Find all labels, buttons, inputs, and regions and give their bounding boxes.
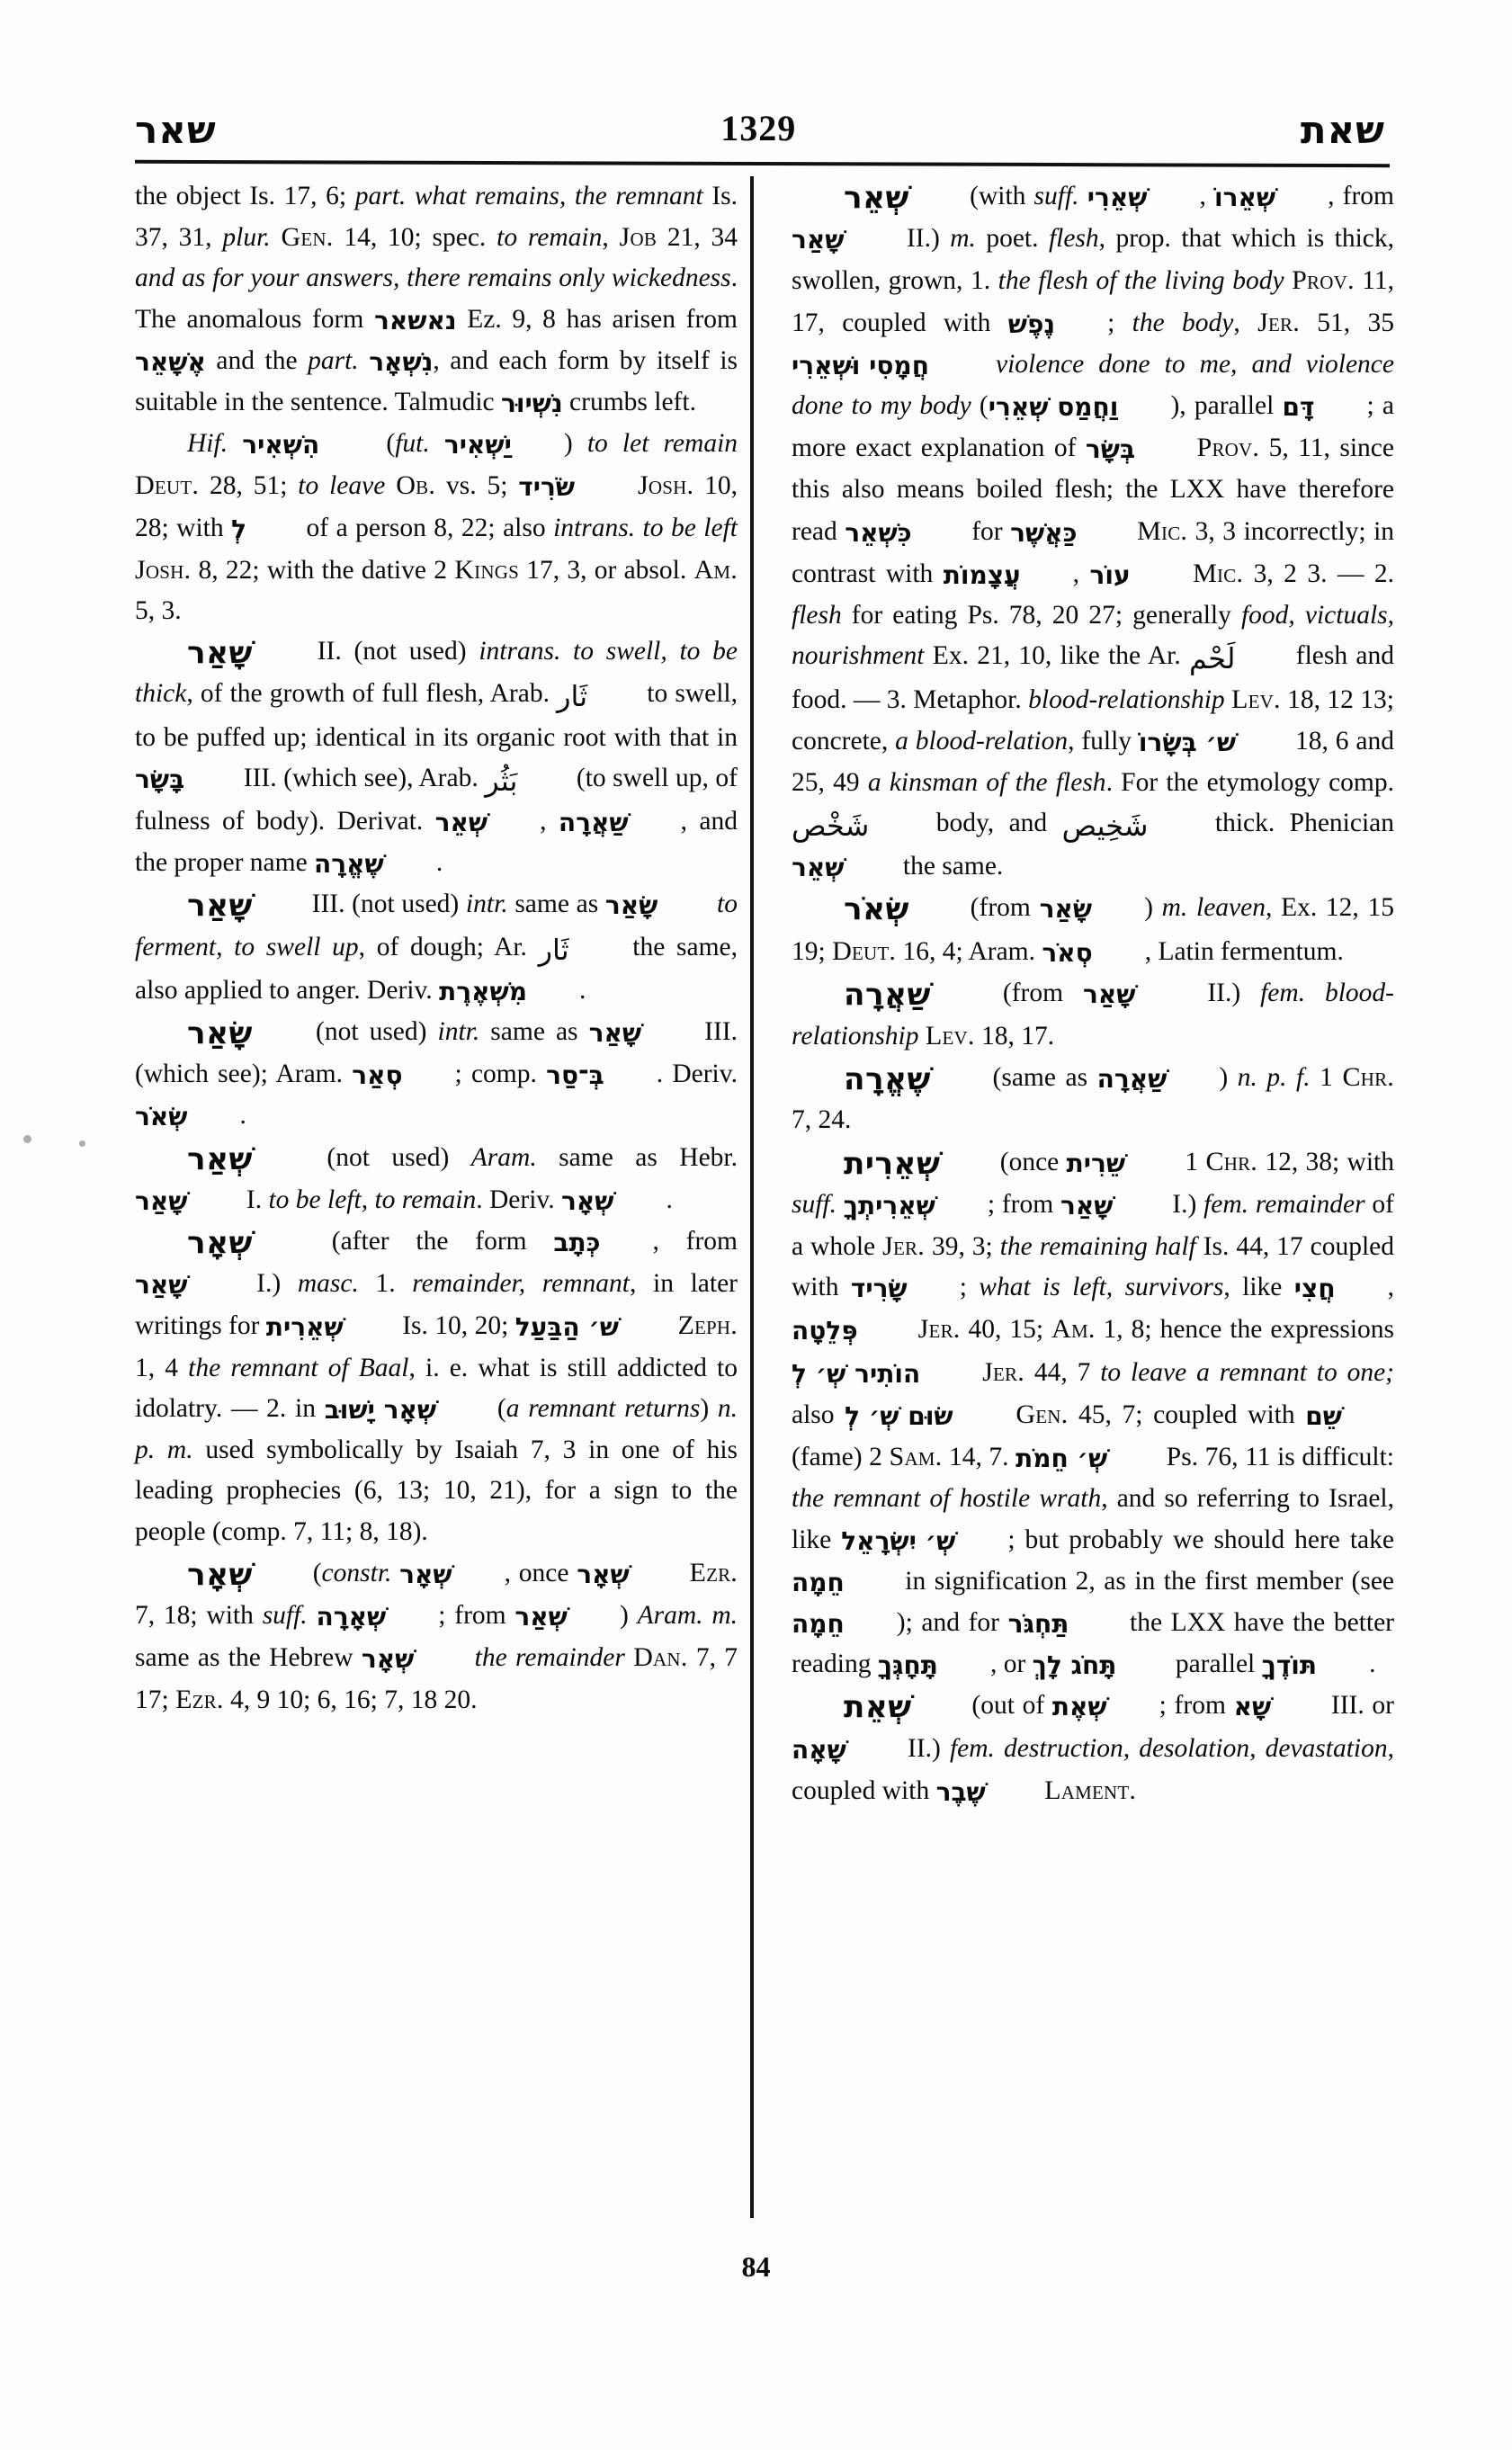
hebrew-word: כַּאֲשֶׁר (1010, 517, 1078, 548)
gloss-italic: intr. (437, 1017, 480, 1047)
gloss-italic: n. p. m. (135, 1393, 738, 1465)
scripture-reference: Mic. (1193, 557, 1244, 588)
column-container (135, 176, 1394, 2236)
hebrew-word: שְׁאֶת (1051, 1692, 1107, 1722)
hebrew-word: נִשְׁיוּר (501, 389, 563, 419)
gloss-italic: Aram. m. (637, 1600, 738, 1630)
hebrew-word: שְׁאֵרִית (265, 1312, 344, 1343)
gloss-italic: the remnant of hostile wrath (792, 1484, 1102, 1514)
gloss-italic: a remnant returns (505, 1393, 701, 1423)
hebrew-word: שָׁאַר (1060, 1190, 1114, 1221)
header-rule (135, 160, 1390, 167)
gloss-italic: the remaining half (999, 1232, 1196, 1262)
running-head-left-lemma: שאר (135, 108, 217, 152)
hebrew-word: נאשאר (373, 305, 457, 335)
dictionary-entry: שֶׁאֱרָה (same as שַׁאֲרָה ) n. p. f. 1 Chr. 7, 24. (792, 1057, 1394, 1140)
gloss-italic: the remainder (474, 1643, 625, 1673)
hebrew-word: בְּשָׂר (1085, 434, 1136, 465)
entry-headword-hebrew: שְׂאֹר (844, 891, 909, 928)
arabic-word: ثَار (557, 679, 588, 714)
hebrew-word: פְּלֵטָה (792, 1316, 858, 1346)
hebrew-word: שָׂאַר (604, 890, 658, 921)
hebrew-word: שְׁאָר (577, 1559, 630, 1589)
hebrew-word: שָׁאַר (588, 1018, 642, 1049)
scan-speck (23, 1135, 31, 1143)
sheet-signature-mark: 84 (741, 2250, 771, 2283)
scripture-reference: Kings (454, 553, 519, 585)
hebrew-word: שׁ׳ בְּשָׂרוֹ (1138, 727, 1237, 757)
hebrew-word: בָּשָׂר (135, 764, 185, 794)
hebrew-word: שְׁאֵר (434, 808, 488, 838)
hebrew-word: בְּ־סַר (546, 1060, 604, 1091)
scripture-reference: Prov. (1196, 432, 1260, 463)
entry-headword-hebrew: שְׁאַר (187, 1140, 253, 1177)
gloss-italic: fem. blood-relationship (792, 978, 1394, 1051)
hebrew-word: עֲצָמוֹת (943, 559, 1021, 590)
gloss-italic: fem. remainder (1203, 1189, 1365, 1219)
hebrew-word: שֵׁרִית (1066, 1148, 1126, 1178)
dictionary-entry: שְׁאֵר (with suff. שְׁאֵרִי , שְׁאֵרוֹ , from שָׁאַר II.) m. poet. flesh, prop. that which is thick, swollen, grown, 1. the flesh of the living body Prov. 11, 17, coupled with נֶפֶשׁ ; the body, Jer. 51, 35 חֲמָסִי וּשְׁאֵרִי violence done to me, and violence done to my body (וַחֲמַס שְׁאֵרִי ), parallel דָּם ; a more exact explanation of בְּשָׂר Prov. 5, 11, since this also means boiled flesh; the LXX have therefore read כִּשְׁאֵר for כַּאֲשֶׁר Mic. 3, 3 incorrectly; in contrast with עֲצָמוֹת , עוֹר Mic. 3, 2 3. — 2. flesh for eating Ps. 78, 20 27; generally food, victuals, nourishment Ex. 21, 10, like the Ar. لَحْم flesh and food. — 3. Metaphor. blood-relationship Lev. 18, 12 13; concrete, a blood-relation, fully שׁ׳ בְּשָׂרוֹ 18, 6 and 25, 49 a kinsman of the flesh. For the etymology comp. شَخْص body, and شَخِيص thick. Phenician שְׁאֵר the same. (792, 176, 1394, 888)
gloss-italic: a blood-relation (895, 726, 1069, 756)
dictionary-entry: שְׁאַר (not used) Aram. same as Hebr. שָׁאַר I. to be left, to remain. Deriv. שְׁאָר . (135, 1138, 738, 1221)
scan-speck (79, 1140, 85, 1147)
hebrew-word: שֶׁאֱרָה (314, 849, 384, 880)
gloss-italic: plur. (222, 223, 271, 253)
hebrew-word: שְׁאָר (561, 1185, 614, 1216)
hebrew-word: וַחֲמַס שְׁאֵרִי (988, 392, 1119, 423)
hebrew-word: שְׁאָרָה (316, 1601, 387, 1632)
dictionary-entry: שָׂאַר (not used) intr. same as שָׁאַר III. (which see); Aram. סְאַר ; comp. בְּ־סַר . Deriv. שְׂאֹר . (135, 1012, 738, 1138)
scripture-reference: Deut. (135, 469, 200, 501)
right-text-column (754, 176, 1394, 2236)
running-head-right-lemma: שאת (1300, 108, 1385, 152)
hebrew-word: שָׂאַר (1039, 894, 1093, 925)
hebrew-word: שָׁאָה (792, 1734, 846, 1765)
hebrew-word: שַׁאֲרָה (558, 808, 629, 838)
gloss-italic: the flesh of the living body (998, 266, 1284, 296)
hebrew-word: חֵמָה (792, 1608, 845, 1639)
hebrew-word: שֵׁם (1305, 1400, 1342, 1431)
scripture-reference: Lament. (1044, 1774, 1137, 1805)
gloss-italic: flesh (1048, 224, 1099, 254)
gloss-italic: suff. (1033, 182, 1079, 210)
dictionary-entry: שְׁאָר (after the form כְּתָב , from שָׁאַר I.) masc. 1. remainder, remnant, in later writings for שְׁאֵרִית Is. 10, 20; שׁ׳ הַבַּעַל Zeph. 1, 4 the remnant of Baal, i. e. what is still addicted to idolatry. — 2. in שְׁאָר יָשׁוּב (a remnant returns) n. p. m. used symbolically by Isaiah 7, 3 in one of his leading prophecies (6, 13; 10, 21), for a sign to the people (comp. 7, 11; 8, 18). (135, 1221, 738, 1552)
gloss-italic: the body (1132, 308, 1234, 337)
hebrew-word: שְׁאַר (514, 1601, 568, 1632)
gloss-italic: part. (308, 345, 359, 375)
hebrew-word: שָׂרִיד (850, 1274, 908, 1304)
entry-headword-hebrew: שְׁאָר (187, 1225, 253, 1262)
scripture-reference: Mic. (1137, 514, 1188, 546)
hebrew-word: אֶשָּׁאֵר (135, 346, 206, 377)
gloss-italic: m. leaven (1161, 893, 1266, 923)
hebrew-word: שְׁאֵרִי (1087, 183, 1148, 212)
entry-headword-hebrew: שֶׁאֱרָה (844, 1061, 931, 1098)
gloss-italic: what is left, survivors (979, 1273, 1224, 1302)
scripture-reference: Ezr. (175, 1684, 224, 1715)
hebrew-word: סְאַר (352, 1060, 403, 1091)
scripture-reference: Deut. (832, 934, 897, 966)
hebrew-word: הוֹתִיר שְׁ׳ לְ (792, 1358, 921, 1389)
gloss-italic: food, victuals, nourishment (792, 601, 1395, 671)
hebrew-word: חֲצִי (1293, 1274, 1336, 1304)
hebrew-word: שְׁאֵר (792, 853, 845, 883)
hebrew-word: שַׁאֲרָה (1096, 1064, 1168, 1095)
scripture-reference: Dan. (633, 1641, 688, 1673)
gloss-italic: to let remain (586, 429, 738, 459)
scripture-reference: Chr. (1205, 1145, 1258, 1176)
gloss-italic: flesh (792, 601, 842, 630)
dictionary-entry: שָׁאַר III. (not used) intr. same as שָׂאַר to ferment, to swell up, of dough; Ar. ثَار the same, also applied to anger. Deriv. מִשְׁאֶרֶת . (135, 884, 738, 1012)
hebrew-word: דָּם (1282, 392, 1315, 423)
scripture-reference: Job (619, 221, 658, 253)
gloss-italic: to leave (298, 471, 386, 501)
scripture-reference: Zeph. (677, 1310, 738, 1341)
arabic-word: بَثُر (485, 763, 518, 798)
hebrew-word: שֶׁבֶר (935, 1776, 986, 1807)
gloss-italic: to leave a remnant to one; (1100, 1357, 1394, 1387)
gloss-italic: n. p. f. (1237, 1063, 1311, 1093)
scripture-reference: Prov. (1292, 264, 1355, 296)
gloss-italic: Hif. (187, 429, 228, 459)
hebrew-word: שָׁאַר (1082, 979, 1136, 1009)
entry-headword-hebrew: שָׁאַר (187, 888, 253, 925)
hebrew-word: שָׁאַר (135, 1270, 188, 1301)
hebrew-word: שָׁא (1233, 1692, 1272, 1722)
gloss-italic: intrans. to swell, to be thick (135, 637, 738, 709)
hebrew-word: שְׁ׳ יִשְׂרָאֵל (841, 1525, 956, 1556)
hebrew-word: תָּחָגְּךָ (877, 1650, 938, 1681)
scripture-reference: Am. (693, 553, 738, 585)
hebrew-word: שְׁאֵרִיתְךָ (843, 1190, 935, 1221)
gloss-italic: m. (950, 224, 976, 254)
hebrew-word: שְׁאָר (361, 1644, 415, 1675)
scripture-reference: Jer. (1257, 306, 1300, 337)
hebrew-word: הִשְׁאִיר (242, 430, 320, 460)
gloss-italic: blood-relationship (1028, 685, 1225, 715)
dictionary-entry: שַׁאֲרָה (from שָׁאַר II.) fem. blood-relationship Lev. 18, 17. (792, 973, 1394, 1057)
gloss-italic: constr. (321, 1558, 392, 1587)
hebrew-word: יַשְׁאִיר (443, 430, 512, 460)
scripture-reference: Gen. (281, 221, 334, 253)
entry-headword-hebrew: שַׁאֲרָה (844, 976, 931, 1013)
scripture-reference: Ezr. (689, 1556, 738, 1587)
gloss-italic: to be left, to remain (268, 1185, 477, 1214)
page-folio-number: 1329 (720, 108, 797, 148)
scripture-reference: Lev. (925, 1020, 975, 1051)
hebrew-word: שְׁאֵרוֹ (1214, 183, 1276, 212)
hebrew-word: תַּחְגֹּר (1007, 1608, 1069, 1639)
scripture-reference: Josh. (638, 469, 694, 501)
gloss-italic: to remain (497, 223, 603, 253)
dictionary-entry: שְׂאֹר (from שָׂאַר ) m. leaven, Ex. 12, 15 19; Deut. 16, 4; Aram. סְאֹר , Latin fermentum. (792, 888, 1394, 972)
gloss-italic: masc. (297, 1269, 359, 1299)
gloss-italic: part. what remains, the remnant (354, 182, 712, 210)
gloss-italic: suff. (792, 1189, 837, 1219)
dictionary-entry: שְׁאֵת (out of שְׁאֶת ; from שָׁא III. or שָׁאָה II.) fem. destruction, desolation, devastation, coupled with שֶׁבֶר Lament. (792, 1685, 1394, 1812)
entry-headword-hebrew: שְׁאֵרִית (844, 1145, 941, 1182)
scripture-reference: Chr. (1342, 1061, 1395, 1093)
arabic-word: لَحْم (1188, 641, 1236, 676)
scripture-reference: Ob. (396, 469, 436, 501)
gloss-italic: fut. (395, 429, 430, 459)
entry-headword-hebrew: שְׁאֵר (844, 180, 909, 216)
entry-headword-hebrew: שָׁאַר (187, 635, 253, 672)
hebrew-word: לְ (231, 514, 247, 544)
entry-headword-hebrew: שָׂאַר (187, 1015, 253, 1052)
dictionary-entry: שָׁאַר II. (not used) intrans. to swell, to be thick, of the growth of full flesh, Arab. ثَار to swell, to be puffed up; identical in its organic root with that in בָּשָׂר III. (which see), Arab. بَثُر (to swell up, of fulness of body). Derivat. שְׁאֵר , שַׁאֲרָה , and the proper name שֶׁאֱרָה . (135, 631, 738, 884)
hebrew-word: חֵמָה (792, 1567, 845, 1597)
gloss-italic: intrans. to be left (553, 513, 738, 542)
hebrew-word: שְׁאָר יָשׁוּב (324, 1394, 437, 1425)
scripture-reference: Lev. (1231, 684, 1281, 715)
hebrew-word: שְׁאָר (399, 1559, 452, 1589)
arabic-word: ثَار (538, 932, 569, 967)
scripture-reference: Jer. (917, 1313, 961, 1345)
running-head (135, 86, 1385, 152)
hebrew-word: תָּחֹג לָךְ (1032, 1650, 1117, 1681)
left-text-column (135, 176, 750, 2236)
gloss-italic: intr. (465, 890, 508, 919)
gloss-italic: and as for your answers, there remains only wickedness (135, 264, 731, 293)
dictionary-entry: Hif. הִשְׁאִיר (fut. יַשְׁאִיר ) to let remain Deut. 28, 51; to leave Ob. vs. 5; שֹׂרִיד Josh. 10, 28; with לְ of a person 8, 22; also intrans. to be left Josh. 8, 22; with the dative 2 Kings 17, 3, or absol. Am. 5, 3. (135, 424, 738, 631)
hebrew-word: שְׂאֹר (135, 1102, 188, 1132)
hebrew-word: שֹׂרִיד (518, 472, 576, 503)
hebrew-word: כְּתָב (553, 1228, 601, 1258)
hebrew-word: כִּשְׁאֵר (845, 517, 912, 548)
scripture-reference: Am. (1051, 1313, 1096, 1345)
scripture-reference: Sam. (889, 1441, 943, 1472)
hebrew-word: תּוֹדֶךָ (1261, 1650, 1318, 1681)
entry-headword-hebrew: שְׁאָר (187, 1556, 253, 1593)
arabic-word: شَخِيص (1061, 809, 1149, 844)
scripture-reference: Jer. (982, 1355, 1024, 1387)
hebrew-word: שְׁ׳ חֵמֹת (1015, 1444, 1108, 1474)
hebrew-word: מִשְׁאֶרֶת (439, 976, 527, 1006)
gloss-italic: to ferment, to swell up (135, 890, 738, 961)
arabic-word: شَخْص (792, 809, 870, 844)
hebrew-word: שׂוּם שְׁ׳ לְ (845, 1400, 953, 1431)
dictionary-entry: שְׁאָר (constr. שְׁאָר , once שְׁאָר Ezr. 7, 18; with suff. שְׁאָרָה ; from שְׁאַר ) Aram. m. same as the Hebrew שְׁאָר the remainder Dan. 7, 7 17; Ezr. 4, 9 10; 6, 16; 7, 18 20. (135, 1552, 738, 1721)
scripture-reference: Gen. (1015, 1398, 1069, 1429)
gloss-italic: Aram. (470, 1142, 537, 1172)
gloss-italic: violence done to me, and violence done to my body (792, 349, 1394, 421)
scripture-reference: Josh. (135, 553, 192, 585)
dictionary-entry: the object Is. 17, 6; part. what remains, the remnant Is. 37, 31, plur. Gen. 14, 10; spec. to remain, Job 21, 34 and as for your answers, there remains only wickedness. The anomalous form נאשאר Ez. 9, 8 has arisen from אֶשָּׁאֵר and the part. נִשְׁאָר, and each form by itself is suitable in the sentence. Talmudic נִשְׁיוּר crumbs left. (135, 176, 738, 424)
gloss-italic: remainder, remnant (412, 1269, 631, 1299)
hebrew-word: נִשְׁאָר (369, 346, 434, 377)
hebrew-word: נֶפֶשׁ (1007, 308, 1056, 339)
hebrew-word: שׁ׳ הַבַּעַל (514, 1312, 620, 1343)
gloss-italic: suff. (262, 1600, 308, 1630)
gloss-italic: the remnant of Baal (188, 1353, 409, 1382)
hebrew-word: סְאֹר (1042, 937, 1093, 968)
hebrew-word: חֲמָסִי וּשְׁאֵרִי (792, 350, 929, 380)
hebrew-word: שָׁאַר (135, 1185, 188, 1216)
gloss-italic: a kinsman of the flesh (867, 767, 1106, 797)
hebrew-word: שָׁאַר (792, 225, 845, 255)
scripture-reference: Jer. (882, 1230, 925, 1262)
entry-headword-hebrew: שְׁאֵת (844, 1689, 912, 1726)
dictionary-entry: שְׁאֵרִית (once שֵׁרִית 1 Chr. 12, 38; with suff. שְׁאֵרִיתְךָ ; from שָׁאַר I.) fem. remainder of a whole Jer. 39, 3; the remaining half Is. 44, 17 coupled with שָׂרִיד ; what is left, survivors, like חֲצִי , פְּלֵטָה Jer. 40, 15; Am. 1, 8; hence the expressions הוֹתִיר שְׁ׳ לְ Jer. 44, 7 to leave a remnant to one; also שׂוּם שְׁ׳ לְ Gen. 45, 7; coupled with שֵׁם (fame) 2 Sam. 14, 7. שְׁ׳ חֵמֹת Ps. 76, 11 is difficult: the remnant of hostile wrath, and so referring to Israel, like שְׁ׳ יִשְׂרָאֵל ; but probably we should here take חֵמָה in signification 2, as in the first member (see חֵמָה ); and for תַּחְגֹּר the LXX have the better reading תָּחָגְּךָ , or תָּחֹג לָךְ parallel תּוֹדֶךָ . (792, 1141, 1394, 1686)
hebrew-word: עוֹר (1089, 559, 1131, 590)
gloss-italic: fem. destruction, desolation, devastation (949, 1733, 1388, 1763)
